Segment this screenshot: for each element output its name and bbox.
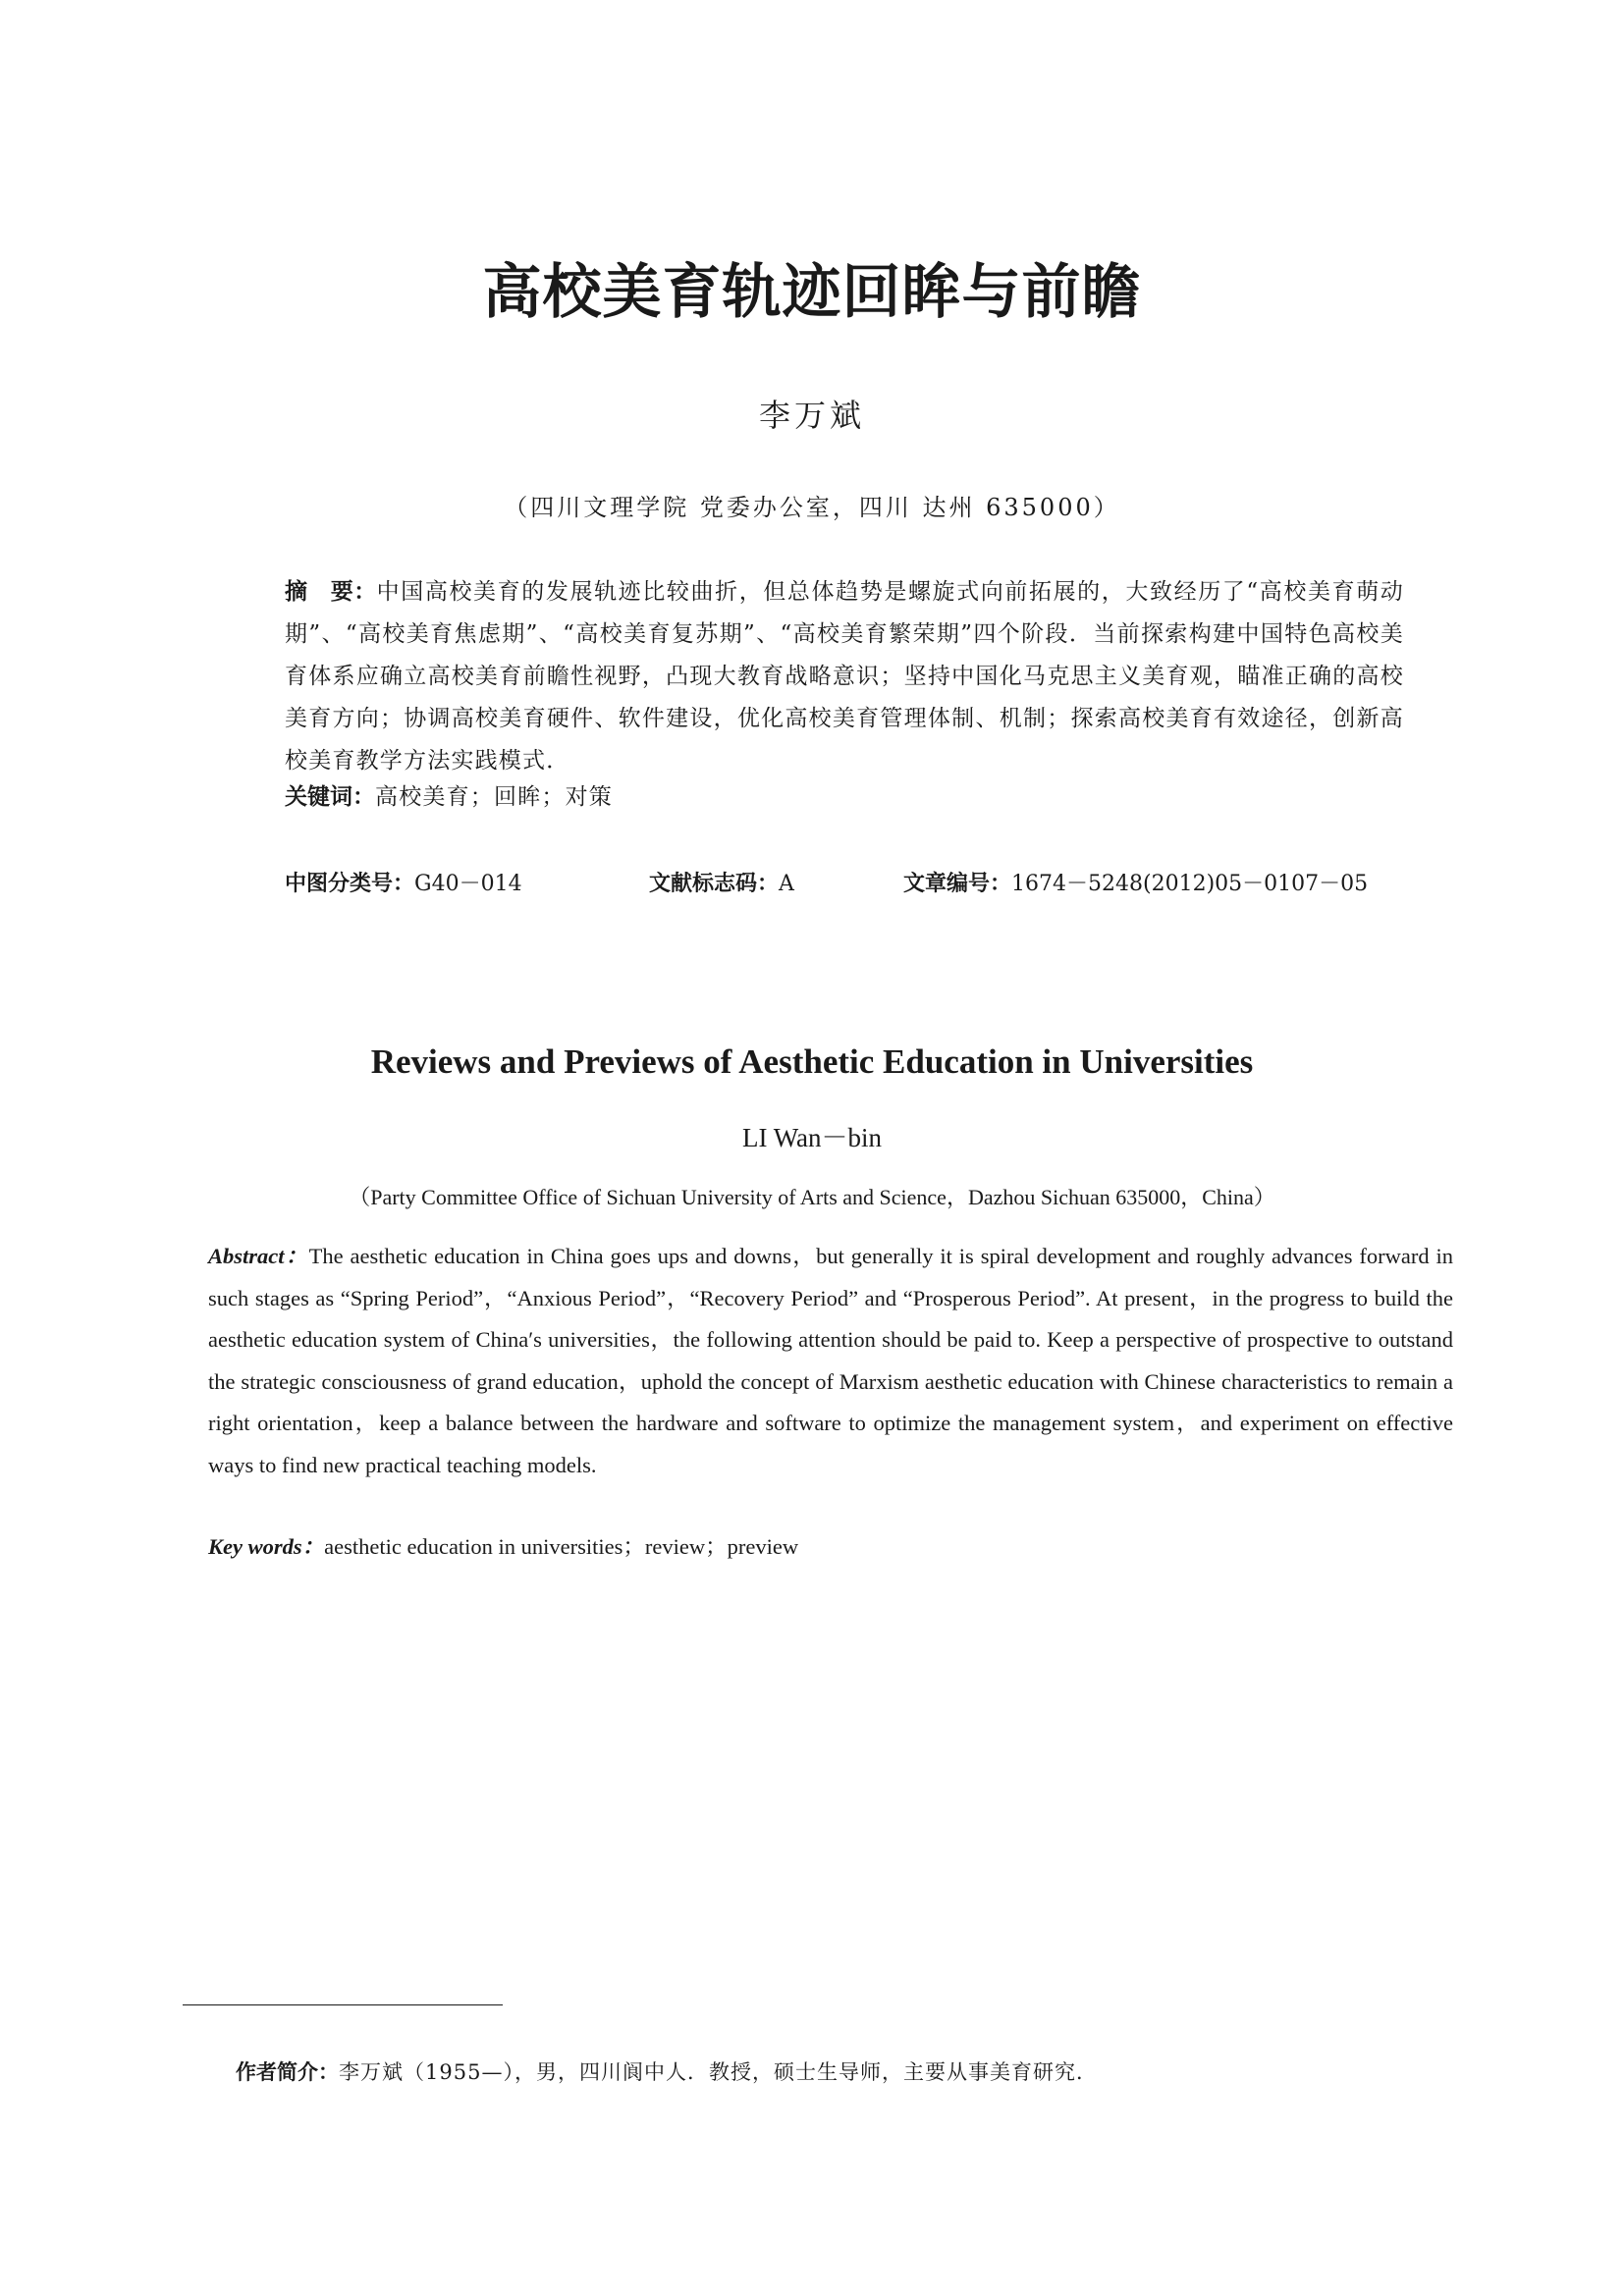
english-affiliation: （Party Committee Office of Sichuan University of Arts and Science，Dazhou Sichuan 635000，China） [349, 1185, 1275, 1209]
english-abstract-label: Abstract： [208, 1244, 309, 1268]
english-keywords-label: Key words： [208, 1534, 325, 1559]
footnote-text: 李万斌（1955—），男，四川阆中人．教授，硕士生导师，主要从事美育研究． [339, 2060, 1098, 2084]
chinese-keywords-text: 高校美育；回眸；对策 [375, 784, 613, 810]
english-keywords [208, 1532, 798, 1562]
english-author: LI Wan－bin [741, 1123, 883, 1152]
clc-label: 中图分类号： [285, 872, 415, 896]
chinese-abstract-label: 摘 要： [285, 579, 377, 605]
document-code [649, 870, 794, 899]
chinese-abstract-text: 中国高校美育的发展轨迹比较曲折，但总体趋势是螺旋式向前拓展的，大致经历了“高校美育萌动期”、“高校美育焦虑期”、“高校美育复苏期”、“高校美育繁荣期”四个阶段．当前探索构建中国特色高校美育体系应确立高校美育前瞻性视野，凸现大教育战略意识；坚持中国化马克思主义美育观，瞄准正确的高校美育方向；协调高校美育硬件、软件建设，优化高校美育管理体制、机制；探索高校美育有效途径，创新高校美育教学方法实践模式． [285, 579, 1405, 774]
english-abstract [208, 1236, 1453, 1486]
article-number [903, 870, 1368, 899]
article-number-value: 1674－5248(2012)05－0107－05 [1011, 872, 1369, 896]
english-keywords-text: aesthetic education in universities；review；preview [324, 1534, 799, 1559]
document-code-label: 文献标志码： [649, 872, 780, 896]
english-title: Reviews and Previews of Aesthetic Education in Universities [370, 1042, 1254, 1081]
chinese-affiliation: （四川文理学院 党委办公室，四川 达州 635000） [504, 494, 1120, 521]
clc-number [285, 870, 522, 899]
article-number-label: 文章编号： [903, 872, 1012, 896]
footnote-label: 作者简介： [236, 2060, 339, 2084]
clc-value: G40－014 [414, 872, 522, 896]
author-footnote [236, 2057, 1098, 2087]
chinese-keywords-label: 关键词： [285, 784, 375, 810]
footnote-divider [183, 2004, 503, 2005]
document-code-value: A [779, 872, 794, 896]
chinese-title: 高校美育轨迹回眸与前瞻 [482, 258, 1142, 327]
chinese-keywords [285, 782, 613, 812]
chinese-abstract [285, 571, 1404, 782]
english-abstract-text: The aesthetic education in China goes ups and downs，but generally it is spiral development and roughly advances forward in such stages as “Spring Period”，“Anxious Period”，“Recovery Period” and “Prosperous Period”. At present，in the progress to build the aesthetic education system of China′s universities，the following attention should be paid to. Keep a perspective of prospective to outstand the strategic consciousness of grand education，uphold the concept of Marxism aesthetic education with Chinese characteristics to remain a right orientation，keep a balance between the hardware and software to optimize the management system，and experiment on effective ways to find new practical teaching models. [208, 1244, 1454, 1477]
chinese-author: 李万斌 [758, 397, 865, 434]
